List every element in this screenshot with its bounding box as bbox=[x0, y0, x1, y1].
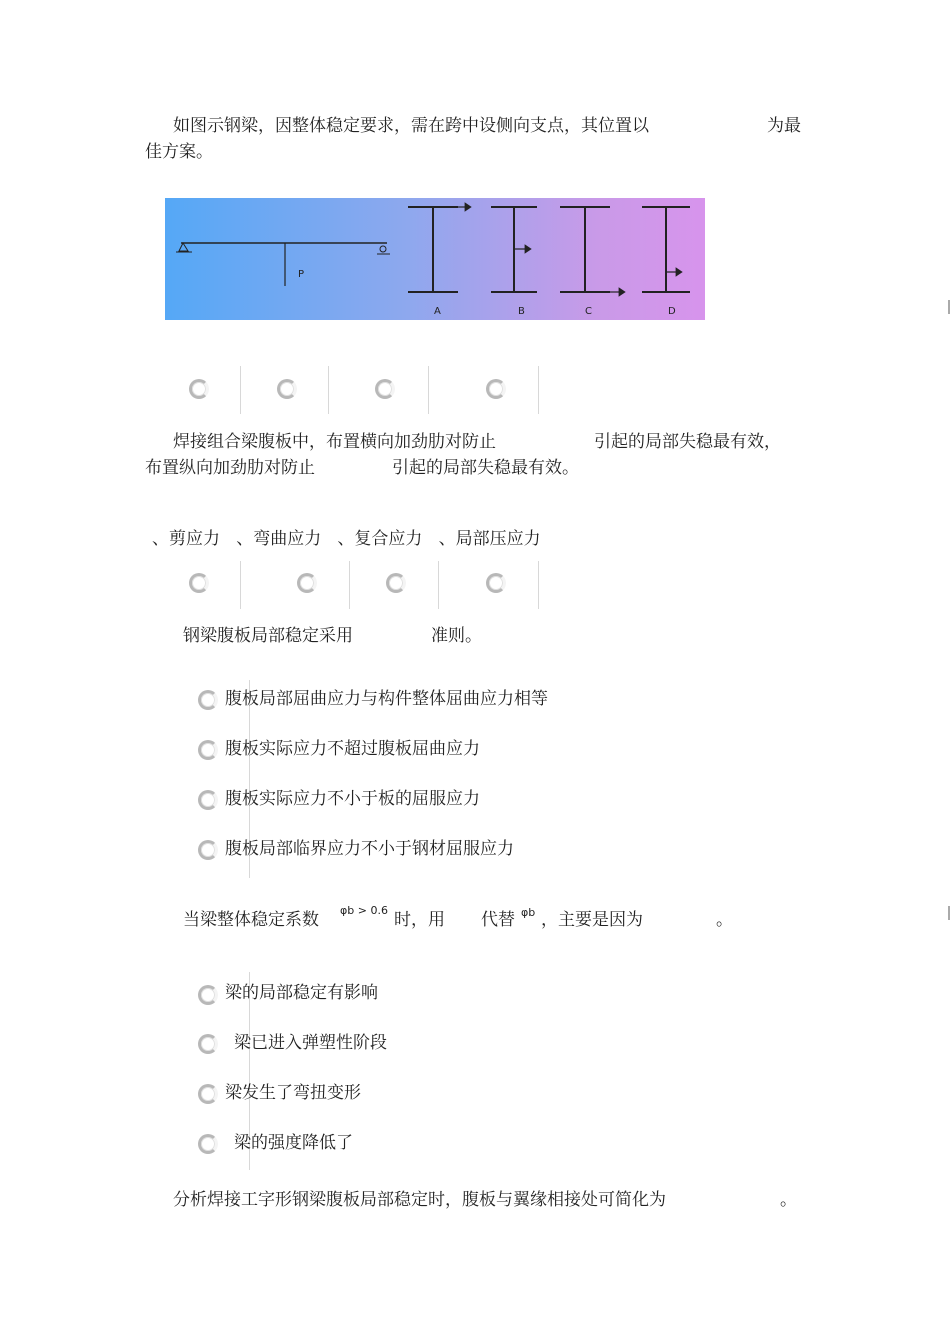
q1-section-label-d: D bbox=[668, 306, 676, 317]
q1-section-label-c: C bbox=[585, 306, 592, 317]
divider bbox=[428, 366, 429, 414]
q2-text-line1-end: 引起的局部失稳最有效， bbox=[594, 432, 781, 452]
q1-beam-figure bbox=[165, 198, 705, 320]
q4-option-d-radio[interactable] bbox=[198, 1134, 218, 1154]
q4-option-d-label: 梁的强度降低了 bbox=[234, 1133, 353, 1153]
q2-option-a-radio[interactable] bbox=[189, 573, 209, 593]
q5-text: 分析焊接工字形钢梁腹板局部稳定时，腹板与翼缘相接处可简化为 bbox=[173, 1190, 666, 1210]
q4-formula-b: φb bbox=[521, 906, 536, 919]
divider bbox=[538, 366, 539, 414]
q2-option-b-radio[interactable] bbox=[297, 573, 317, 593]
q1-section-a bbox=[408, 203, 471, 292]
q4-text-a: 当梁整体稳定系数 bbox=[183, 910, 319, 930]
q4-text-b: 时，用 bbox=[394, 910, 445, 930]
q4-option-a-label: 梁的局部稳定有影响 bbox=[225, 983, 378, 1003]
q3-option-c-label: 腹板实际应力不小于板的屈服应力 bbox=[225, 789, 480, 809]
q3-text-end: 准则。 bbox=[431, 626, 482, 646]
q1-section-b bbox=[491, 207, 537, 292]
q1-option-d-radio[interactable] bbox=[486, 379, 506, 399]
q2-text-line1: 焊接组合梁腹板中，布置横向加劲肋对防止 bbox=[173, 432, 496, 452]
q2-text-line2: 布置纵向加劲肋对防止 bbox=[145, 458, 315, 478]
q1-text-line1: 如图示钢梁，因整体稳定要求，需在跨中设侧向支点，其位置以 bbox=[173, 116, 649, 136]
q2-text-line2-end: 引起的局部失稳最有效。 bbox=[392, 458, 579, 478]
q1-text-line1-end: 为最 bbox=[767, 116, 801, 136]
q3-option-a-label: 腹板局部屈曲应力与构件整体屈曲应力相等 bbox=[225, 689, 548, 709]
q4-text-d: ，主要是因为 bbox=[541, 910, 643, 930]
q1-load-label: P bbox=[298, 269, 305, 280]
divider bbox=[240, 561, 241, 609]
q4-option-c-radio[interactable] bbox=[198, 1084, 218, 1104]
divider bbox=[240, 366, 241, 414]
q3-option-a-radio[interactable] bbox=[198, 690, 218, 710]
q3-option-b-label: 腹板实际应力不超过腹板屈曲应力 bbox=[225, 739, 480, 759]
q3-text: 钢梁腹板局部稳定采用 bbox=[183, 626, 353, 646]
q5-text-end: 。 bbox=[780, 1190, 797, 1210]
q1-section-label-b: B bbox=[518, 306, 525, 317]
q1-section-label-a: A bbox=[434, 306, 441, 317]
q2-option-c-radio[interactable] bbox=[386, 573, 406, 593]
q4-text-c: 代替 bbox=[481, 910, 515, 930]
q4-option-b-label: 梁已进入弹塑性阶段 bbox=[234, 1033, 387, 1053]
q1-option-a-radio[interactable] bbox=[189, 379, 209, 399]
q2-option-d-radio[interactable] bbox=[486, 573, 506, 593]
q4-formula-a: φb > 0.6 bbox=[340, 904, 388, 917]
q2-options-line: 、剪应力 、弯曲应力 、复合应力 、局部压应力 bbox=[152, 529, 541, 549]
divider bbox=[328, 366, 329, 414]
q1-section-c bbox=[560, 207, 625, 296]
q4-option-a-radio[interactable] bbox=[198, 985, 218, 1005]
q3-option-d-radio[interactable] bbox=[198, 840, 218, 860]
q4-option-c-label: 梁发生了弯扭变形 bbox=[225, 1083, 361, 1103]
q3-option-c-radio[interactable] bbox=[198, 790, 218, 810]
q3-option-b-radio[interactable] bbox=[198, 740, 218, 760]
q1-option-c-radio[interactable] bbox=[375, 379, 395, 399]
q3-option-d-label: 腹板局部临界应力不小于钢材屈服应力 bbox=[225, 839, 514, 859]
q4-text-end: 。 bbox=[716, 910, 733, 930]
q1-text-line2: 佳方案。 bbox=[145, 142, 213, 162]
q4-option-b-radio[interactable] bbox=[198, 1034, 218, 1054]
divider bbox=[349, 561, 350, 609]
q1-option-b-radio[interactable] bbox=[277, 379, 297, 399]
q1-section-d bbox=[642, 207, 690, 292]
divider bbox=[438, 561, 439, 609]
divider bbox=[538, 561, 539, 609]
